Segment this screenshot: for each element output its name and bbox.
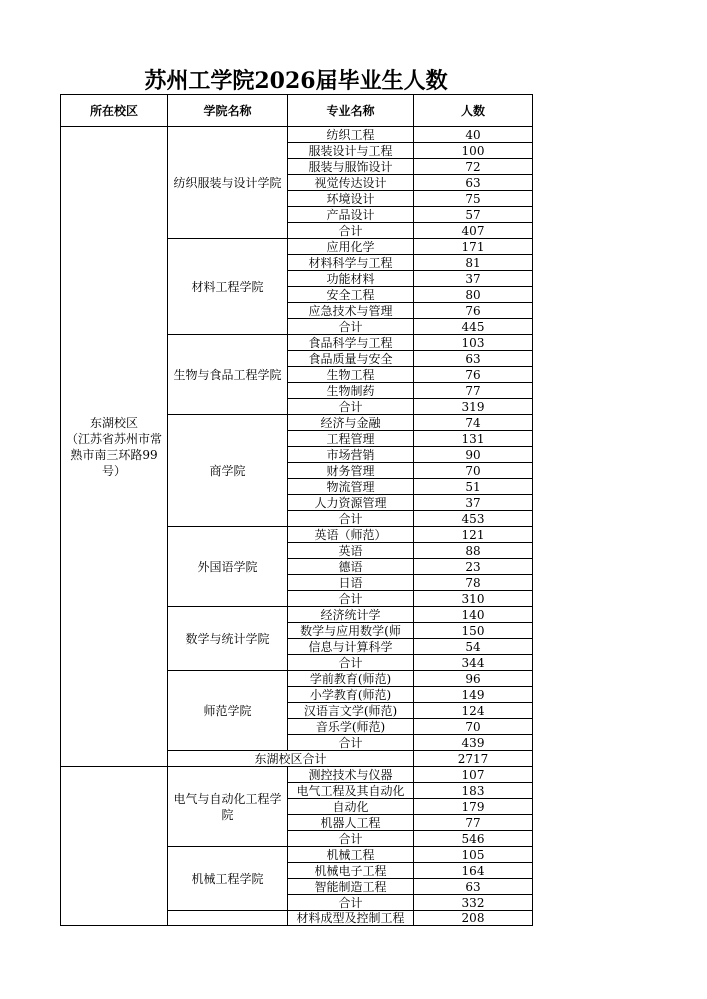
- major-cell: 音乐学(师范): [288, 719, 414, 735]
- campus-cell: 东湖校区 （江苏省苏州市常熟市南三环路99号）: [61, 127, 168, 767]
- table-body: [61, 127, 533, 926]
- count-cell: 332: [414, 895, 533, 911]
- count-cell: 103: [414, 335, 533, 351]
- major-cell: 学前教育(师范): [288, 671, 414, 687]
- college-cell: 纺织服装与设计学院: [168, 127, 288, 239]
- major-cell: 数学与应用数学(师: [288, 623, 414, 639]
- count-cell: 107: [414, 767, 533, 783]
- major-cell: 环境设计: [288, 191, 414, 207]
- major-cell: 生物制药: [288, 383, 414, 399]
- count-cell: 81: [414, 255, 533, 271]
- college-cell: 生物与食品工程学院: [168, 335, 288, 415]
- major-cell: 机器人工程: [288, 815, 414, 831]
- major-cell: 物流管理: [288, 479, 414, 495]
- major-cell: 合计: [288, 591, 414, 607]
- major-cell: 食品科学与工程: [288, 335, 414, 351]
- major-cell: 日语: [288, 575, 414, 591]
- count-cell: 51: [414, 479, 533, 495]
- campus-cell: [61, 767, 168, 926]
- count-cell: 453: [414, 511, 533, 527]
- major-cell: 合计: [288, 223, 414, 239]
- major-cell: 汉语言文学(师范): [288, 703, 414, 719]
- page-title: 苏州工学院2026届毕业生人数: [144, 68, 448, 94]
- count-cell: 72: [414, 159, 533, 175]
- count-cell: 37: [414, 495, 533, 511]
- table-header-row: [61, 95, 533, 127]
- count-cell: 63: [414, 351, 533, 367]
- major-cell: 英语（师范）: [288, 527, 414, 543]
- count-cell: 37: [414, 271, 533, 287]
- count-cell: 407: [414, 223, 533, 239]
- major-cell: 合计: [288, 399, 414, 415]
- major-cell: 食品质量与安全: [288, 351, 414, 367]
- count-cell: 96: [414, 671, 533, 687]
- major-cell: 小学教育(师范): [288, 687, 414, 703]
- header-count: 人数: [414, 95, 533, 127]
- count-cell: 546: [414, 831, 533, 847]
- major-cell: 机械工程: [288, 847, 414, 863]
- count-cell: 310: [414, 591, 533, 607]
- major-cell: 合计: [288, 831, 414, 847]
- major-cell: 经济与金融: [288, 415, 414, 431]
- major-cell: 智能制造工程: [288, 879, 414, 895]
- college-cell: 外国语学院: [168, 527, 288, 607]
- campus-total-label: 东湖校区合计: [168, 751, 414, 767]
- count-cell: 179: [414, 799, 533, 815]
- count-cell: 105: [414, 847, 533, 863]
- count-cell: 344: [414, 655, 533, 671]
- count-cell: 131: [414, 431, 533, 447]
- count-cell: 54: [414, 639, 533, 655]
- count-cell: 140: [414, 607, 533, 623]
- major-cell: 英语: [288, 543, 414, 559]
- count-cell: 171: [414, 239, 533, 255]
- college-cell: 数学与统计学院: [168, 607, 288, 671]
- major-cell: 视觉传达设计: [288, 175, 414, 191]
- count-cell: 149: [414, 687, 533, 703]
- college-cell: 师范学院: [168, 671, 288, 751]
- count-cell: 80: [414, 287, 533, 303]
- header-college: 学院名称: [168, 95, 288, 127]
- count-cell: 63: [414, 175, 533, 191]
- count-cell: 150: [414, 623, 533, 639]
- count-cell: 183: [414, 783, 533, 799]
- college-cell: 材料工程学院: [168, 239, 288, 335]
- campus-total-count: 2717: [414, 751, 533, 767]
- major-cell: 测控技术与仪器: [288, 767, 414, 783]
- count-cell: 75: [414, 191, 533, 207]
- major-cell: 纺织工程: [288, 127, 414, 143]
- header-campus: 所在校区: [61, 95, 168, 127]
- count-cell: 100: [414, 143, 533, 159]
- header-major: 专业名称: [288, 95, 414, 127]
- college-cell: [168, 911, 288, 926]
- college-cell: 电气与自动化工程学院: [168, 767, 288, 847]
- major-cell: 应急技术与管理: [288, 303, 414, 319]
- major-cell: 人力资源管理: [288, 495, 414, 511]
- major-cell: 合计: [288, 655, 414, 671]
- major-cell: 市场营销: [288, 447, 414, 463]
- college-cell: 机械工程学院: [168, 847, 288, 911]
- count-cell: 77: [414, 383, 533, 399]
- count-cell: 121: [414, 527, 533, 543]
- count-cell: 23: [414, 559, 533, 575]
- major-cell: 财务管理: [288, 463, 414, 479]
- major-cell: 自动化: [288, 799, 414, 815]
- major-cell: 信息与计算科学: [288, 639, 414, 655]
- major-cell: 德语: [288, 559, 414, 575]
- major-cell: 功能材料: [288, 271, 414, 287]
- table-row: [61, 127, 533, 143]
- major-cell: 工程管理: [288, 431, 414, 447]
- graduates-table: [60, 94, 533, 926]
- count-cell: 57: [414, 207, 533, 223]
- count-cell: 63: [414, 879, 533, 895]
- major-cell: 安全工程: [288, 287, 414, 303]
- major-cell: 生物工程: [288, 367, 414, 383]
- college-cell: 商学院: [168, 415, 288, 527]
- count-cell: 88: [414, 543, 533, 559]
- count-cell: 90: [414, 447, 533, 463]
- count-cell: 77: [414, 815, 533, 831]
- major-cell: 应用化学: [288, 239, 414, 255]
- count-cell: 208: [414, 911, 533, 926]
- table-row: [61, 767, 533, 783]
- major-cell: 经济统计学: [288, 607, 414, 623]
- count-cell: 78: [414, 575, 533, 591]
- major-cell: 合计: [288, 319, 414, 335]
- count-cell: 445: [414, 319, 533, 335]
- major-cell: 电气工程及其自动化: [288, 783, 414, 799]
- major-cell: 合计: [288, 735, 414, 751]
- count-cell: 76: [414, 367, 533, 383]
- count-cell: 70: [414, 463, 533, 479]
- count-cell: 76: [414, 303, 533, 319]
- major-cell: 服装与服饰设计: [288, 159, 414, 175]
- count-cell: 74: [414, 415, 533, 431]
- major-cell: 合计: [288, 895, 414, 911]
- major-cell: 产品设计: [288, 207, 414, 223]
- count-cell: 439: [414, 735, 533, 751]
- count-cell: 70: [414, 719, 533, 735]
- major-cell: 服装设计与工程: [288, 143, 414, 159]
- count-cell: 164: [414, 863, 533, 879]
- major-cell: 机械电子工程: [288, 863, 414, 879]
- major-cell: 合计: [288, 511, 414, 527]
- count-cell: 40: [414, 127, 533, 143]
- major-cell: 材料科学与工程: [288, 255, 414, 271]
- count-cell: 124: [414, 703, 533, 719]
- major-cell: 材料成型及控制工程: [288, 911, 414, 926]
- count-cell: 319: [414, 399, 533, 415]
